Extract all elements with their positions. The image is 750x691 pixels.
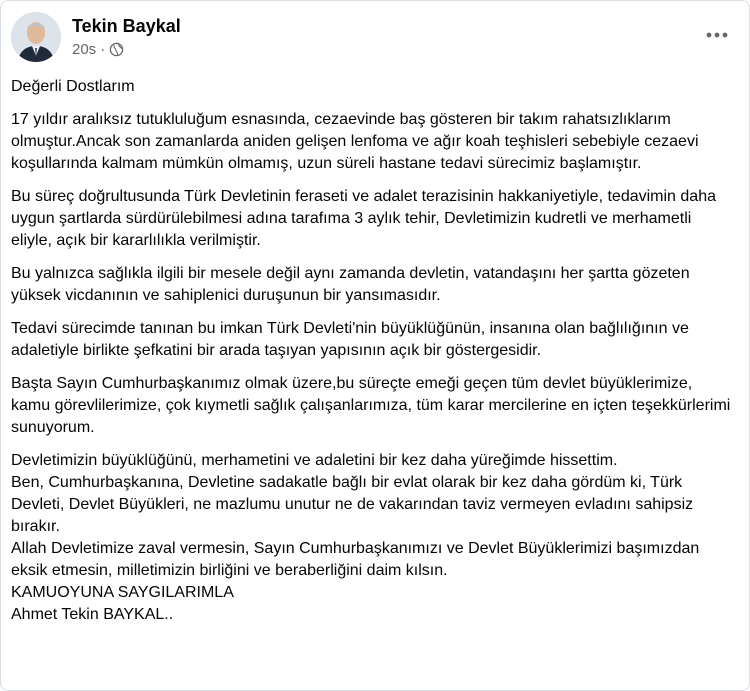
post-body [11, 76, 731, 626]
post-paragraph: Değerli Dostlarım [11, 78, 135, 95]
globe-icon[interactable] [109, 42, 124, 57]
post-meta [72, 41, 124, 58]
post-paragraph: Bu süreç doğrultusunda Türk Devletinin feraseti ve adalet terazisinin hakkaniyetiyle, tedavimin daha uygun şartlarda sürdürülebilmesi adına tarafıma 3 aylık tehir, Devletimizin kudretli ve merhametli eliyle, açık bir kararlılıkla verilmiştir. [11, 188, 716, 249]
more-horizontal-icon[interactable] [701, 19, 733, 51]
post-header [11, 9, 739, 65]
post-paragraph: 17 yıldır aralıksız tutukluluğum esnasında, cezaevinde baş gösteren bir takım rahatsızlıklarım olmuştur.Ancak son zamanlarda aniden gelişen lenfoma ve ağır koah teşhisleri sebebiyle cezaevi koşullarında kalmam mümkün olmamış, uzun süreli hastane tedavi sürecimiz başlamıştır. [11, 111, 699, 172]
post-timestamp[interactable]: 20s [72, 41, 97, 58]
post-signature: Ahmet Tekin BAYKAL.. [11, 606, 174, 623]
avatar-photo [11, 12, 61, 62]
post-line: Devletimizin büyüklüğünü, merhametini ve adaletini bir kez daha yüreğimde hissettim. [11, 452, 618, 469]
post-line: Allah Devletimize zaval vermesin, Sayın Cumhurbaşkanımızı ve Devlet Büyüklerimizi başımızdan eksik etmesin, milletimizin birliğini ve beraberliğini daim kılsın. [11, 540, 700, 579]
post-line: KAMUOYUNA SAYGILARIMLA [11, 584, 234, 601]
post-line: Ben, Cumhurbaşkanına, Devletine sadakatle bağlı bir evlat olarak bir kez daha gördüm ki, Türk Devleti, Devlet Büyükleri, ne mazlumu unutur ne de vakarından taviz vermeyen evladını sahipsiz bırakır. [11, 474, 694, 535]
author-name[interactable]: Tekin Baykal [72, 16, 181, 36]
post-paragraph: Başta Sayın Cumhurbaşkanımız olmak üzere,bu süreçte emeği geçen tüm devlet büyüklerimize, kamu görevlilerimize, çok kıymetli sağlık çalışanlarımıza, tüm karar mercilerine en içten teşekkürlerimi sunuyorum. [11, 375, 731, 436]
meta-separator: · [100, 41, 106, 58]
post-paragraph: Bu yalnızca sağlıkla ilgili bir mesele değil aynı zamanda devletin, vatandaşını her şartta gözeten yüksek vicdanının ve sahiplenici duruşunun bir yansımasıdır. [11, 265, 690, 304]
post-paragraph: Tedavi sürecimde tanınan bu imkan Türk Devleti'nin büyüklüğünün, insanına olan bağlılığının ve adaletiyle birlikte şefkatini bir arada taşıyan yapısının açık bir göstergesidir. [11, 320, 689, 359]
author-avatar[interactable] [11, 12, 61, 62]
